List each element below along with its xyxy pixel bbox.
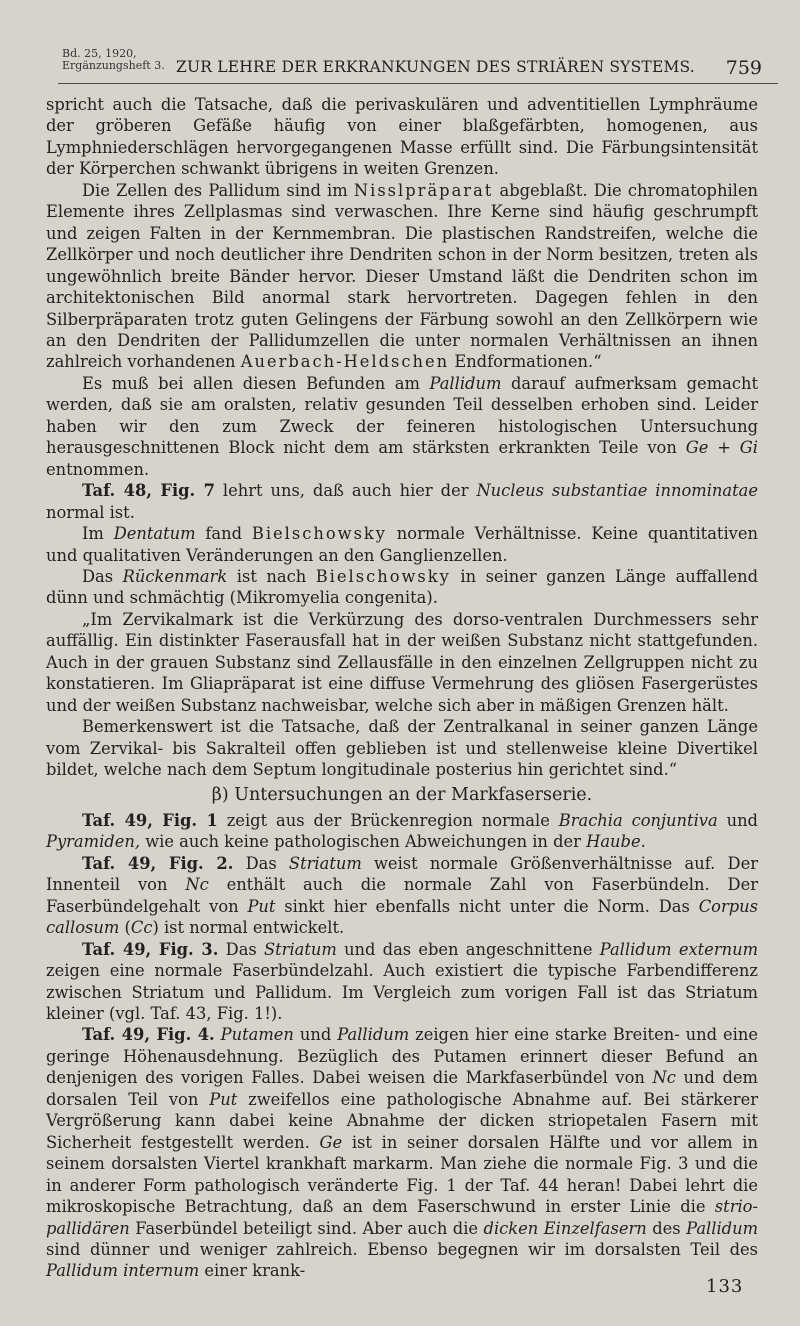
text-run: strio-pallidären: [46, 1197, 758, 1238]
text-run: Pallidum internum: [46, 1261, 200, 1281]
text-run: Es muß bei allen diesen Befunden am: [82, 373, 430, 393]
text-run: ist in seiner dorsalen Hälfte und vor allem in seinem dorsalsten Viertel krankhaft markarm. Man ziehe die normale Fig. 3 und die in anderer Form pathologisch veränderte Fig. 1 der Taf. 44 heran! Dabei lehrt die mikroskopische Betrachtung, daß an dem Faserschwund in erster Linie die: [46, 1132, 758, 1217]
text-run: Pallidum: [429, 373, 502, 393]
paragraph: [46, 480, 758, 523]
text-run: Pallidum: [337, 1025, 410, 1045]
text-run: Cc: [130, 918, 153, 938]
text-run: ) ist normal entwickelt.: [152, 918, 345, 938]
text-run: entnommen.: [46, 459, 150, 479]
text-run: Pyramiden,: [46, 832, 141, 852]
text-run: wie auch keine pathologischen Abweichungen in der: [140, 832, 587, 852]
text-run: Nc: [652, 1068, 676, 1088]
text-run: normal ist.: [46, 502, 135, 522]
figure-reference: Taf. 48, Fig. 7: [82, 481, 215, 501]
paragraph: [46, 1024, 758, 1281]
text-run: dicken Einzelfasern: [483, 1218, 647, 1238]
supplement-line: Ergänzungsheft 3.: [62, 59, 165, 72]
text-run: weist normale Größenverhältnisse auf. Der Innenteil von: [46, 853, 758, 895]
text-run: Putamen: [220, 1025, 294, 1045]
text-run: Das: [218, 939, 264, 959]
text-run: enthält auch die normale Zahl von Faserbündeln. Der Faserbündelgehalt von: [46, 875, 758, 916]
text-run: zweifellos eine pathologische Abnahme auf. Bei stärkerer Vergrößerung kann dabei keine Abnahme der dicken striopetalen Fasern mit Sicherheit festgestellt werden.: [46, 1089, 758, 1152]
text-run: und: [293, 1025, 338, 1045]
text-run: zeigt aus der Brückenregion normale: [217, 810, 559, 830]
text-run: Ge: [319, 1132, 343, 1152]
text-run: Dentatum: [113, 524, 196, 544]
text-run: und das eben angeschnittene: [336, 939, 600, 959]
text-run: Pallidum externum: [599, 939, 759, 959]
paragraph: [46, 523, 758, 566]
text-run: spricht auch die Tatsache, daß die perivaskulären und adventitiellen Lymphräume der gröberen Gefäße häufig von einer blaßgefärbten, homogenen, aus Lymphniederschlägen hervorgegangenen Masse erfüllt sind. Die Färbungsintensität der Körperchen schwankt übrigens in weiten Grenzen.: [46, 95, 758, 179]
paragraph: [46, 853, 758, 939]
text-run: und dem dorsalen Teil von: [46, 1068, 758, 1109]
text-run: zeigen hier eine starke Breiten- und eine geringe Höhenausdehnung. Bezüglich des Putamen erinnert dieser Befund an denjenigen des vorigen Falles. Dabei weisen die Markfaserbündel von: [46, 1025, 758, 1088]
text-run: lehrt uns, daß auch hier der: [214, 481, 477, 501]
text-run: darauf aufmerksam gemacht werden, daß sie am oralsten, relativ gesunden Teil desselben erhoben sind. Leider haben wir den zum Zweck der feineren histologischen Untersuchung herausgeschnittenen Block nicht dem am stärksten erkrankten Teile von: [46, 373, 758, 458]
text-run: (: [119, 918, 131, 938]
text-run: Striatum: [288, 853, 362, 873]
text-run: Pallidum: [686, 1218, 759, 1238]
text-run: Brachia conjuntiva: [558, 810, 718, 830]
text-run: Rückenmark: [122, 566, 228, 586]
paragraph: [46, 939, 758, 1025]
text-run: Faserbündel beteiligt sind. Aber auch die: [129, 1218, 484, 1238]
text-run: Nc: [185, 875, 209, 895]
text-run: in seiner ganzen Länge auffallend dünn und schmächtig (Mikromyelia congenita).: [46, 566, 758, 608]
text-run: einer krank-: [199, 1261, 306, 1281]
page-number: 759: [725, 57, 762, 79]
text-run: Endformationen.“: [449, 352, 602, 372]
paragraph: [46, 716, 758, 780]
volume-line: Bd. 25, 1920,: [62, 47, 137, 60]
body-text: [46, 94, 758, 1282]
header-rule: [58, 83, 778, 84]
text-run: normale Verhältnisse. Keine quantitativen und qualitativen Veränderungen an den Ganglienzellen.: [46, 524, 758, 565]
text-run: Corpus callosum: [46, 896, 758, 938]
text-run: des: [646, 1218, 687, 1238]
text-run: abgeblaßt. Die chromatophilen Elemente ihres Zellplasmas sind verwaschen. Ihre Kerne sind häufig geschrumpft und zeigen Falten in der Kernmembran. Die plastischen Randstreifen, welche die Zellkörper und noch deutlicher ihre Dendriten schon in der Norm besitzen, treten als ungewöhnlich breite Bänder hervor. Dieser Umstand läßt die Dendriten schon im architektonischen Bild anormal stark hervortreten. Dagegen fehlen in den Silberpräparaten trotz guten Gelingens der Färbung sowohl an den Zellkörpern wie an den Dendriten der Pallidumzellen die unter normalen Verhältnissen an ihnen zahlreich vorhandenen: [46, 180, 758, 372]
paragraph: [46, 566, 758, 609]
paragraph: [46, 609, 758, 716]
text-run: Bielschowsky: [315, 566, 451, 586]
text-run: Haube.: [586, 832, 646, 852]
signature-mark: 133: [706, 1276, 744, 1297]
text-run: fand: [195, 524, 252, 544]
figure-reference: Taf. 49, Fig. 1: [82, 810, 218, 830]
text-run: Im: [82, 524, 114, 544]
text-run: Die Zellen des Pallidum sind im: [82, 180, 354, 200]
running-header: [62, 48, 762, 80]
text-run: Das: [82, 566, 123, 586]
paragraph: [46, 373, 758, 480]
text-run: Nisslpräparat: [353, 180, 494, 200]
text-run: Put: [209, 1089, 238, 1109]
paragraph: [46, 810, 758, 853]
figure-reference: Taf. 49, Fig. 4.: [82, 1025, 215, 1045]
running-title: ZUR LEHRE DER ERKRANKUNGEN DES STRIÄREN SYSTEMS.: [176, 58, 695, 76]
text-run: und: [717, 810, 758, 830]
text-run: ist nach: [227, 566, 316, 586]
text-run: Striatum: [263, 939, 337, 959]
text-run: sind dünner und weniger zahlreich. Ebenso begegnen wir im dorsalsten Teil des: [46, 1240, 758, 1260]
text-run: „Im Zervikalmark ist die Verkürzung des dorso-ventralen Durchmessers sehr auffällig. Ein distinkter Faserausfall hat in der weißen Substanz nicht stattgefunden. Auch in der grauen Substanz sind Zellausfälle in den einzelnen Zellgruppen nicht zu konstatieren. Im Gliapräparat ist eine diffuse Vermehrung des gliösen Fasergerüstes und der weißen Substanz nachweisbar, welche sich aber in mäßigen Grenzen hält.: [46, 609, 758, 715]
text-run: Put: [247, 896, 276, 916]
paragraph: [46, 94, 758, 180]
volume-info: [62, 48, 165, 72]
section-heading: β) Untersuchungen an der Markfaserserie.: [211, 784, 593, 805]
paragraph: [46, 180, 758, 373]
text-run: Auerbach-Heldschen: [240, 352, 450, 372]
text-run: sinkt hier ebenfalls nicht unter die Norm. Das: [275, 896, 699, 916]
text-run: Bielschowsky: [251, 524, 387, 544]
text-run: Ge + Gi: [685, 438, 758, 458]
figure-reference: Taf. 49, Fig. 3.: [82, 939, 219, 959]
figure-reference: Taf. 49, Fig. 2.: [82, 853, 234, 873]
text-run: Nucleus substantiae innominatae: [476, 481, 758, 501]
text-run: Bemerkenswert ist die Tatsache, daß der Zentralkanal in seiner ganzen Länge vom Zervikal- bis Sakralteil offen geblieben ist und stellenweise kleine Divertikel bildet, welche nach dem Septum longitudinale posterius hin gerichtet sind.“: [46, 717, 758, 780]
text-run: Das: [233, 853, 289, 873]
text-run: zeigen eine normale Faserbündelzahl. Auch existiert die typische Farbendifferenz zwischen Striatum und Pallidum. Im Vergleich zum vorigen Fall ist das Striatum kleiner (vgl. Taf. 43, Fig. 1!).: [46, 961, 758, 1024]
